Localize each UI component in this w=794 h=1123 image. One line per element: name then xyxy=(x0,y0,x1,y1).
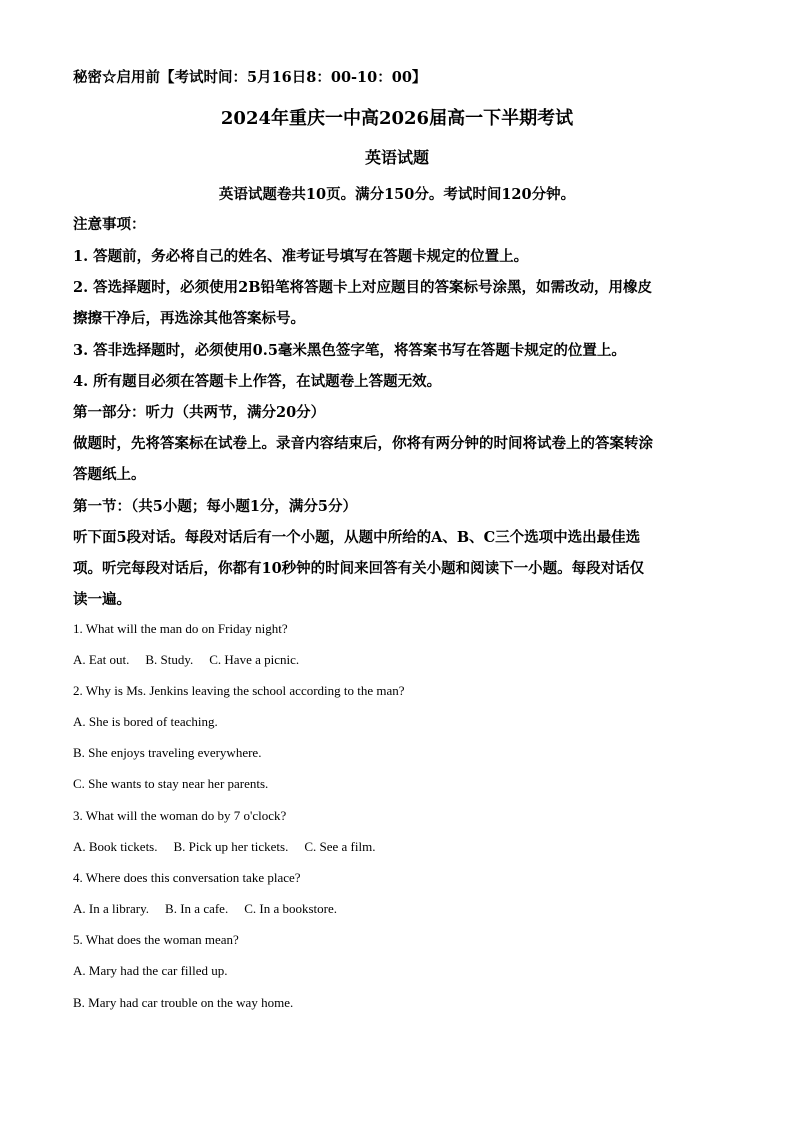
question-1-option-a: A. Eat out. xyxy=(73,652,130,667)
question-3-option-c: C. See a film. xyxy=(304,839,376,854)
exam-title: 2024年重庆一中高2026届高一下半期考试 xyxy=(220,108,574,129)
question-4-stem: 4. Where does this conversation take place? xyxy=(73,870,301,885)
secret-notice: 秘密☆启用前【考试时间：5月16日8：00-10：00】 xyxy=(73,69,427,86)
notes-heading: 注意事项： xyxy=(73,216,146,233)
question-3-option-b: B. Pick up her tickets. xyxy=(173,839,289,854)
note-item-3: 3. 答非选择题时，必须使用0.5毫米黑色签字笔，将答案书写在答题卡规定的位置上。 xyxy=(73,342,626,359)
note-item-2-line-2: 擦擦干净后，再选涂其他答案标号。 xyxy=(73,310,305,327)
question-2-stem: 2. Why is Ms. Jenkins leaving the school according to the man? xyxy=(73,683,405,698)
question-5-option-b: B. Mary had car trouble on the way home. xyxy=(73,995,294,1010)
part1-instruction-line-2: 答题纸上。 xyxy=(73,466,146,483)
question-3-options xyxy=(73,839,375,855)
question-3-stem: 3. What will the woman do by 7 o'clock? xyxy=(73,808,287,823)
part1-instruction-line-1: 做题时，先将答案标在试卷上。录音内容结束后，你将有两分钟的时间将试卷上的答案转涂 xyxy=(73,435,653,452)
question-3-option-a: A. Book tickets. xyxy=(73,839,158,854)
question-1-option-c: C. Have a picnic. xyxy=(209,652,300,667)
question-2-option-b: B. She enjoys traveling everywhere. xyxy=(73,745,262,760)
question-4-options xyxy=(73,901,337,917)
question-2-option-c: C. She wants to stay near her parents. xyxy=(73,776,269,791)
question-5-stem: 5. What does the woman mean? xyxy=(73,932,239,947)
exam-subtitle: 英语试题 xyxy=(364,148,429,167)
question-5-option-a: A. Mary had the car filled up. xyxy=(73,963,228,978)
question-2-option-a: A. She is bored of teaching. xyxy=(73,714,218,729)
section1-instruction-line-2: 项。听完每段对话后，你都有10秒钟的时间来回答有关小题和阅读下一小题。每段对话仅 xyxy=(73,560,645,577)
section1-instruction-line-1: 听下面5段对话。每段对话后有一个小题，从题中所给的A、B、C三个选项中选出最佳选 xyxy=(73,529,641,546)
note-item-1: 1. 答题前，务必将自己的姓名、准考证号填写在答题卡规定的位置上。 xyxy=(73,248,529,265)
question-1-option-b: B. Study. xyxy=(145,652,194,667)
note-item-4: 4. 所有题目必须在答题卡上作答，在试题卷上答题无效。 xyxy=(73,373,442,390)
question-4-option-c: C. In a bookstore. xyxy=(244,901,338,916)
question-1-stem: 1. What will the man do on Friday night? xyxy=(73,621,288,636)
part1-heading: 第一部分：听力（共两节，满分20分） xyxy=(73,404,326,421)
section1-heading: 第一节：（共5小题；每小题1分，满分5分） xyxy=(73,498,358,515)
question-1-options xyxy=(73,652,299,668)
question-4-option-a: A. In a library. xyxy=(73,901,150,916)
note-item-2-line-1: 2. 答选择题时，必须使用2B铅笔将答题卡上对应题目的答案标号涂黑，如需改动，用橡皮 xyxy=(73,279,653,296)
question-4-option-b: B. In a cafe. xyxy=(165,901,229,916)
exam-summary: 英语试题卷共10页。满分150分。考试时间120分钟。 xyxy=(218,186,576,203)
section1-instruction-line-3: 读一遍。 xyxy=(73,591,131,608)
